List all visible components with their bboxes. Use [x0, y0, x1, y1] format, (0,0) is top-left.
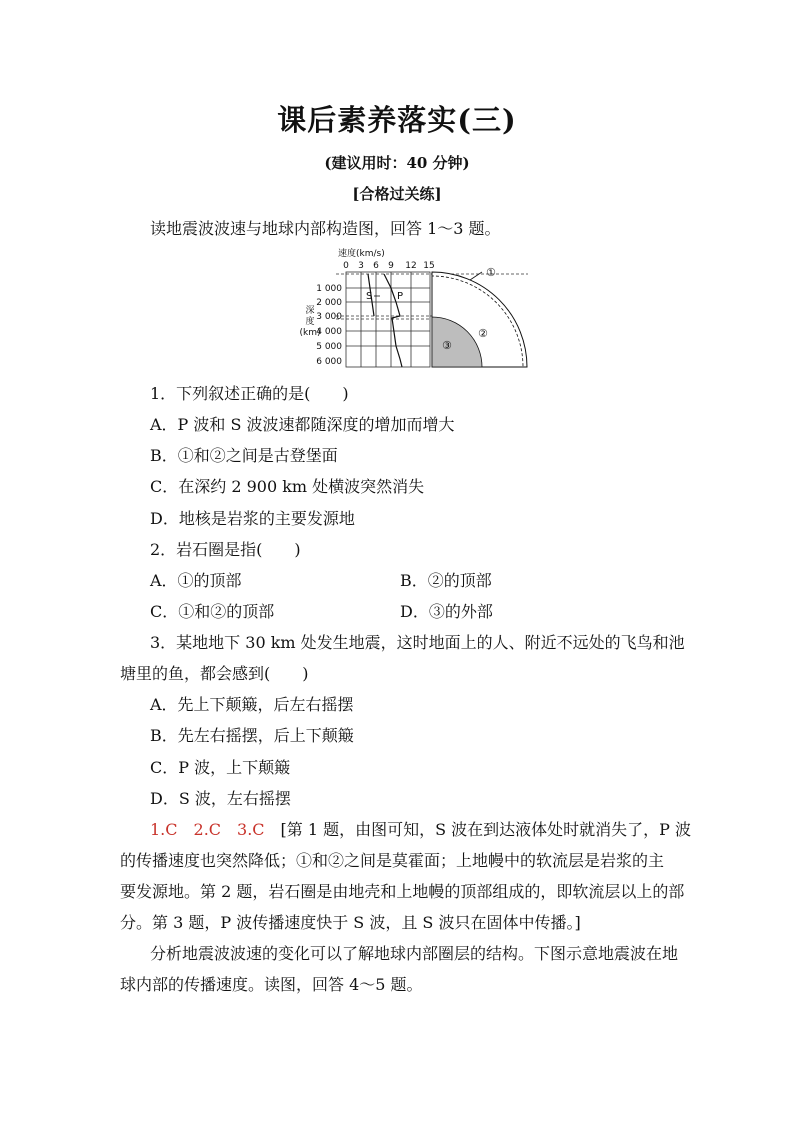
- q1-option-d: D．地核是岩浆的主要发源地: [150, 509, 355, 528]
- speed-tick: 6: [373, 261, 379, 271]
- earth-section: [432, 272, 527, 367]
- depth-tick: 2 000: [316, 298, 342, 308]
- answer-keys: 1.C 2.C 3.C: [150, 820, 265, 839]
- depth-tick: 4 000: [316, 327, 342, 337]
- answer-line3: 要发源地。第 2 题，岩石圈是由地壳和上地幔的顶部组成的，即软流层以上的部: [120, 882, 685, 901]
- speed-tick: 9: [388, 261, 394, 271]
- q2-option-d: D．③的外部: [400, 602, 493, 621]
- q2-option-c: C．①和②的顶部: [150, 602, 275, 621]
- q1-stem: 1．下列叙述正确的是( ): [150, 384, 349, 403]
- depth-tick: 6 000: [316, 357, 342, 367]
- speed-tick: 3: [358, 261, 364, 271]
- q2-option-a: A．①的顶部: [150, 571, 242, 590]
- depth-label: (km): [299, 328, 321, 338]
- s-wave-label: S: [366, 291, 373, 302]
- q3-option-b: B．先左右摇摆，后上下颠簸: [150, 726, 354, 745]
- depth-tick: 5 000: [316, 342, 342, 352]
- q3-option-d: D．S 波，左右摇摆: [150, 789, 291, 808]
- speed-axis-label: 速度(km/s): [338, 249, 385, 259]
- depth-tick: 3 000: [316, 312, 342, 322]
- layer-label-1: ①: [486, 266, 496, 279]
- speed-tick: 15: [423, 261, 435, 271]
- q3-stem-line1: 3．某地地下 30 km 处发生地震，这时地面上的人、附近不远处的飞鸟和池: [150, 633, 685, 652]
- q1-option-b: B．①和②之间是古登堡面: [150, 446, 338, 465]
- answer-line1: [150, 817, 691, 840]
- layer-label-3: ③: [442, 339, 452, 352]
- answer-line4: 分。第 3 题，P 波传播速度快于 S 波，且 S 波只在固体中传播。]: [120, 913, 581, 932]
- q1-option-a: A．P 波和 S 波波速都随深度的增加而增大: [150, 415, 455, 434]
- answer-explanation-start: [第 1 题，由图可知，S 波在到达液体处时就消失了，P 波: [264, 820, 692, 839]
- next-intro-line2: 球内部的传播速度。读图，回答 4～5 题。: [120, 975, 423, 994]
- q3-option-c: C．P 波，上下颠簸: [150, 758, 291, 777]
- section-heading: [合格过关练]: [352, 185, 442, 203]
- answer-line2: 的传播速度也突然降低；①和②之间是莫霍面；上地幔中的软流层是岩浆的主: [120, 851, 665, 870]
- q2-stem: 2．岩石圈是指( ): [150, 540, 301, 559]
- speed-tick: 0: [343, 261, 349, 271]
- depth-label: 深: [305, 306, 315, 316]
- depth-tick: 1 000: [316, 284, 342, 294]
- q3-option-a: A．先上下颠簸，后左右摇摆: [150, 695, 354, 714]
- q3-stem-line2: 塘里的鱼，都会感到( ): [120, 664, 309, 683]
- p-wave-label: P: [397, 291, 404, 302]
- next-intro-line1: 分析地震波波速的变化可以了解地球内部圈层的结构。下图示意地震波在地: [150, 944, 679, 963]
- seismic-diagram: [296, 244, 536, 374]
- speed-depth-grid: [346, 272, 430, 367]
- q2-option-b: B．②的顶部: [400, 571, 492, 590]
- layer-label-2: ②: [478, 327, 488, 340]
- speed-tick: 12: [405, 261, 417, 271]
- depth-label: 度: [305, 317, 315, 327]
- page-title: 课后素养落实(三): [277, 103, 517, 137]
- seismic-figure: [296, 244, 536, 374]
- q1-option-c: C．在深约 2 900 km 处横波突然消失: [150, 477, 425, 496]
- intro-text: 读地震波波速与地球内部构造图，回答 1～3 题。: [150, 219, 501, 238]
- time-suggestion: (建议用时：40 分钟): [324, 154, 470, 172]
